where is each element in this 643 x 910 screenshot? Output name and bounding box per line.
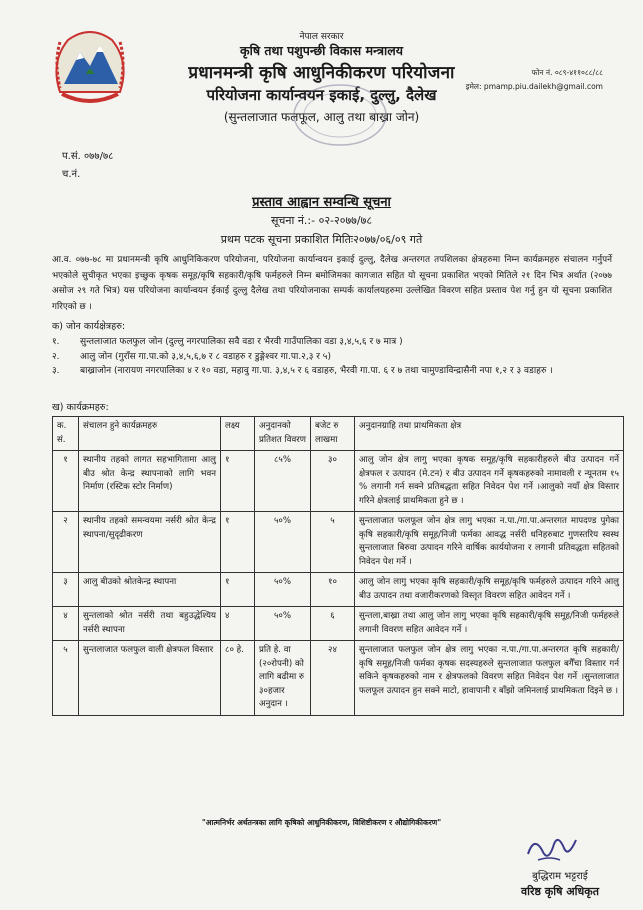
office-name: परियोजना कार्यान्वयन इकाई, दुल्लु, दैलेख bbox=[206, 86, 437, 104]
programs-heading: ख) कार्यक्रमहरु: bbox=[52, 402, 109, 413]
zones-heading: क) जोन कार्यक्षेत्रहरु: bbox=[52, 321, 126, 332]
notice-title: प्रस्ताव आह्वान सम्वन्धि सूचना bbox=[252, 195, 391, 210]
table-header-row bbox=[53, 417, 624, 451]
list-item: १. सुन्तलाजात फलफुल जोन (दुल्लु नगरपालिका सवै वडा र भैरवी गाउँपालिका वडा ३,४,५,६ र ७ मात्र ) bbox=[52, 337, 403, 347]
table-row: २ स्थानीय तहको समन्वयमा नर्सरी श्रोत केन्द्र स्थापना/सुदृढीकरण १ ५०% ५ सुन्तलाजात फलफूल जोन क्षेत्र लागु भएका न.पा./गा.पा.अन्तरगत मापदण्ड पुगेका कृषि सहकारी/कृषि समूह/निजी फर्मका आवद्ध नर्सरी धनिहरुबाट गुणस्तरिय स्वस्थ सुन्तलाजात बिरुवा उत्पादन गरिने वार्षिक कार्ययोजना र लगानी प्रतिवद्धता सहितको निवेदन पेश गर्ने । bbox=[53, 512, 624, 573]
dispatch-number: च.नं. bbox=[62, 169, 81, 180]
column-header: क. सं. bbox=[53, 417, 79, 451]
zones-list bbox=[52, 335, 612, 379]
notice-number: सूचना नं.:- ०२-२०७७/७८ bbox=[270, 214, 373, 227]
column-header: बजेट रु लाखमा bbox=[311, 417, 355, 451]
list-item: २. आलु जोन (गुराँस गा.पा.को ३,४,५,६,७ र ८ वडाहरु र डुङ्गेश्वर गा.पा.२,३ र ५) bbox=[52, 351, 331, 362]
slogan: "आत्मनिर्भर अर्थतन्त्रका लागि कृषिको आधुनिकीकरण, विशिष्टीकरण र औद्योगिकीकरण" bbox=[201, 818, 442, 827]
column-header: लक्ष्य bbox=[221, 417, 255, 451]
project-name: प्रधानमन्त्री कृषि आधुनिकीकरण परियोजना bbox=[188, 63, 455, 83]
notice-body: आ.व. ०७७-७८ मा प्रधानमन्त्री कृषि आधुनिकिकरण परियोजना, परियोजना कार्यान्वयन इकाई दुल्लु, दैलेख अन्तरगत तपशिलका क्षेत्रहरुमा निम्न कार्यक्रमहरु संचालन गर्नुपर्ने भएकोले सुचीकृत भएका इच्छुक कृषक समूह/कृषि सहकारी/कृषि फर्महरुले निम्न बमोजिमका कागजात सहित यो सूचना प्रकाशित भएको मितिले २१ दिन भित्र अर्थात (२०७७ असोज २९ गते भित्र) यस परियोजना कार्यान्वयन ईकाई दुल्लु दैलेख तथा परियोजनाका सम्पर्क कार्यालयहरुमा उल्लेखित विवरण सहित प्रस्ताव पेश गर्नु हुन यो सूचना प्रकाशित गरिएको छ । bbox=[52, 255, 612, 312]
office-stamp-icon bbox=[290, 80, 390, 150]
column-header: संचालन हुने कार्यक्रमहरु bbox=[79, 417, 221, 451]
signatory-title: वरिष्ठ कृषि अधिकृत bbox=[521, 885, 599, 898]
reference-number: प.सं. ०७७/७८ bbox=[62, 151, 114, 162]
table-row: १ स्थानीय तहको लागत सहभागितामा आलु बीउ श्रोत केन्द्र स्थापनाको लागि भवन निर्माण (रस्टिक स्टोर निर्माण) १ ८५% ३० आलु जोन क्षेत्र लागु भएका कृषक समूह/कृषि सहकारीहरुले बीउ उत्पादन गर्ने क्षेत्रफल र उत्पादन (मे.टन) र बीउ उत्पादन गर्ने कृषकहरुको नामावली र न्यूनतम १५ % लगानी गर्न सक्ने प्रतिबद्धता सहित निवेदन पेश गर्ने ।आलुको नयाँ क्षेत्र विस्तार गरिने क्षेत्रलाई प्राथमिकता हुने छ । bbox=[53, 451, 624, 512]
signatory-name: बुद्धिराम भट्टराई bbox=[532, 871, 588, 882]
publication-date: प्रथम पटक सूचना प्रकाशित मितिः२०७७/०६/०९ गते bbox=[220, 233, 423, 246]
table-row: ५ सुन्तलाजात फलफुल वाली क्षेत्रफल विस्तार ८० हे. प्रति हे. वा (२०रोपनी) को लागि बढीमा रु ३०हजार अनुदान । २४ सुन्तलाजात फलफुल जोन क्षेत्र लागु भएका न.पा./गा.पा.अन्तरगत कृषि सहकारी/कृषि समूह/निजी फर्मका कृषक सदस्यहरुले सुन्तलाजात फलफुल बगैँचा विस्तार गर्न सकिने कृषकहरुको नाम र क्षेत्रफलको विवरण सहित निवेदन पेश गर्ने ।सुन्तलाजात फलफूल उत्पादन हुन सक्ने माटो, हावापानी र बाँझो जमिनलाई प्राथमिकता दिइने छ । bbox=[53, 641, 624, 716]
zone-subtitle: (सुन्तलाजात फलफूल, आलु तथा बाख्रा जोन) bbox=[223, 110, 420, 124]
contact-phone: फोन नं. ०८९-४११०८८/८८ bbox=[531, 68, 603, 77]
list-item: ३. बाख्राजोन (नारायण नगरपालिका ४ र १० वडा, महावु गा.पा. ३,४,५ र ६ वडाहरु, भैरवी गा.पा. ६ र ७ तथा चामुण्डाविन्द्रासैनी नपा १,२ र ३ वडाहरु । bbox=[52, 366, 553, 376]
signature-icon bbox=[520, 830, 580, 870]
contact-email: इमेल: pmamp.piu.dailekh@gmail.com bbox=[465, 82, 603, 91]
government-label: नेपाल सरकार bbox=[299, 32, 344, 42]
column-header: अनुदानको प्रतिशत विवरण bbox=[255, 417, 311, 451]
programs-table bbox=[52, 416, 624, 716]
table-row: ४ सुन्तलाको श्रोत नर्सरी तथा बहुउद्धेश्यिय नर्सरी स्थापना ४ ५०% ६ सुन्तला,बाख्रा तथा आलु जोन लागु भएका कृषि सहकारी/कृषि समूह/निजी फर्महरुले लगानी विवरण सहित आवेदन गर्ने । bbox=[53, 607, 624, 641]
table-row: ३ आलु बीउको श्रोतकेन्द्र स्थापना १ ५०% १० आलु जोन लागु भएका कृषि सहकारी/कृषि समूह/कृषि फर्महरुले उत्पादन गरिने आलु बीउ उत्पादन तथा वजारीकरणको विस्तृत विवरण सहित आवेदन गर्ने । bbox=[53, 573, 624, 607]
ministry-name: कृषि तथा पशुपन्छी विकास मन्त्रालय bbox=[240, 43, 403, 58]
column-header: अनुदानग्राहि तथा प्राथमिकता क्षेत्र bbox=[355, 417, 624, 451]
